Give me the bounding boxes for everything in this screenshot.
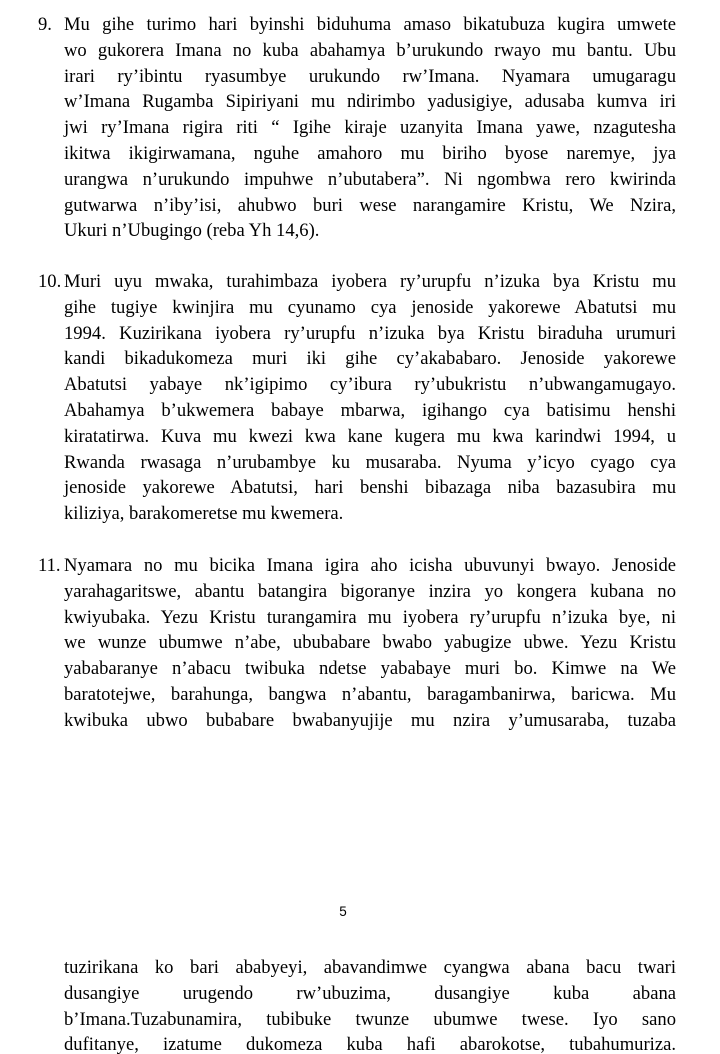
text-line: kiliziya, barakomeretse mu kwemera. <box>64 503 344 525</box>
text-line: Abatutsi yabaye nk’igipimo cy’ibura ry’ubukristu n’ubwangamugayo. <box>64 374 676 396</box>
text-line: jwi ry’Imana rigira riti “ Igihe kiraje uzanyita Imana yawe, nzagutesha <box>64 117 676 139</box>
text-line: we wunze ubumwe n’abe, ububabare bwabo yabugize ubwe. Yezu Kristu <box>64 632 676 654</box>
text-line: dufitanye, izatume dukomeza kuba hafi abarokotse, tubahumuriza. <box>64 1034 676 1054</box>
paragraph-11 <box>30 553 676 734</box>
text-line: irari ry’ibintu ryasumbye urukundo rw’Imana. Nyamara umugaragu <box>64 65 676 87</box>
text-line: kwibuka ubwo bubabare bwabanyujije mu nzira y’umusaraba, tuzaba <box>64 709 676 731</box>
text-line: kandi bikadukomeza muri iki gihe cy’akababaro. Jenoside yakorewe <box>64 348 676 370</box>
paragraph-11-continued <box>30 955 676 1054</box>
paragraph-number: 10. <box>38 271 62 292</box>
text-line: gutwarwa n’iby’isi, ahubwo buri wese narangamire Kristu, We Nzira, <box>64 194 676 216</box>
text-line: wo gukorera Imana no kuba abahamya b’urukundo rwayo mu bantu. Ubu <box>64 39 676 61</box>
text-line: urangwa n’urukundo impuhwe n’ubutabera”. Ni ngombwa rero kwirinda <box>64 168 676 190</box>
paragraph-10 <box>30 269 676 527</box>
text-line: b’Imana.Tuzabunamira, tubibuke twunze ubumwe twese. Iyo sano <box>64 1008 676 1030</box>
text-line: w’Imana Rugamba Sipiriyani mu ndirimbo yadusigiye, adusaba kumva iri <box>64 91 676 113</box>
text-line: gihe tugiye kwinjira mu cyunamo cya jenoside yakorewe Abatutsi mu <box>64 296 676 318</box>
text-line: jenoside yakorewe Abatutsi, hari benshi bibazaga niba bazasubira mu <box>64 477 676 499</box>
text-line: dusangiye urugendo rw’ubuzima, dusangiye kuba abana <box>64 982 676 1004</box>
text-line: yababaranye n’abacu twibuka ndetse yababaye muri bo. Kimwe na We <box>64 658 676 680</box>
paragraph-9 <box>30 12 676 244</box>
text-line: ikitwa ikigirwamana, nguhe amahoro mu biriho byose naremye, jya <box>64 142 676 164</box>
page-lower-section <box>0 955 720 1054</box>
text-line: kiratatirwa. Kuva mu kwezi kwa kane kugera mu kwa karindwi 1994, u <box>64 425 676 447</box>
text-line: 1994. Kuzirikana iyobera ry’urupfu n’izuka bya Kristu biraduha urumuri <box>64 322 676 344</box>
text-line: Mu gihe turimo hari byinshi biduhuma amaso bikatubuza kugira umwete <box>64 14 676 35</box>
paragraph-number: 11. <box>38 555 61 576</box>
page-number: 5 <box>339 904 347 919</box>
text-line: Muri uyu mwaka, turahimbaza iyobera ry’urupfu n’izuka bya Kristu mu <box>64 271 676 292</box>
text-line: kwiyubaka. Yezu Kristu turangamira mu iyobera ry’urupfu n’izuka bye, ni <box>64 606 676 628</box>
text-line: baratotejwe, barahunga, bangwa n’abantu, baragambanirwa, baricwa. Mu <box>64 683 676 705</box>
text-line: yarahagaritswe, abantu batangira bigoranye inzira yo kongera kubana no <box>64 580 676 602</box>
text-line: Rwanda rwasaga n’urubambye ku musaraba. Nyuma y’icyo cyago cya <box>64 451 676 473</box>
text-line: Ukuri n’Ubugingo (reba Yh 14,6). <box>64 220 320 242</box>
text-line: Nyamara no mu bicika Imana igira aho icisha ubuvunyi bwayo. Jenoside <box>64 555 676 576</box>
paragraph-number: 9. <box>38 14 52 35</box>
text-line: tuzirikana ko bari ababyeyi, abavandimwe cyangwa abana bacu twari <box>64 957 676 978</box>
text-line: Abahamya b’ukwemera babaye mbarwa, igihango cya batisimu henshi <box>64 399 676 421</box>
